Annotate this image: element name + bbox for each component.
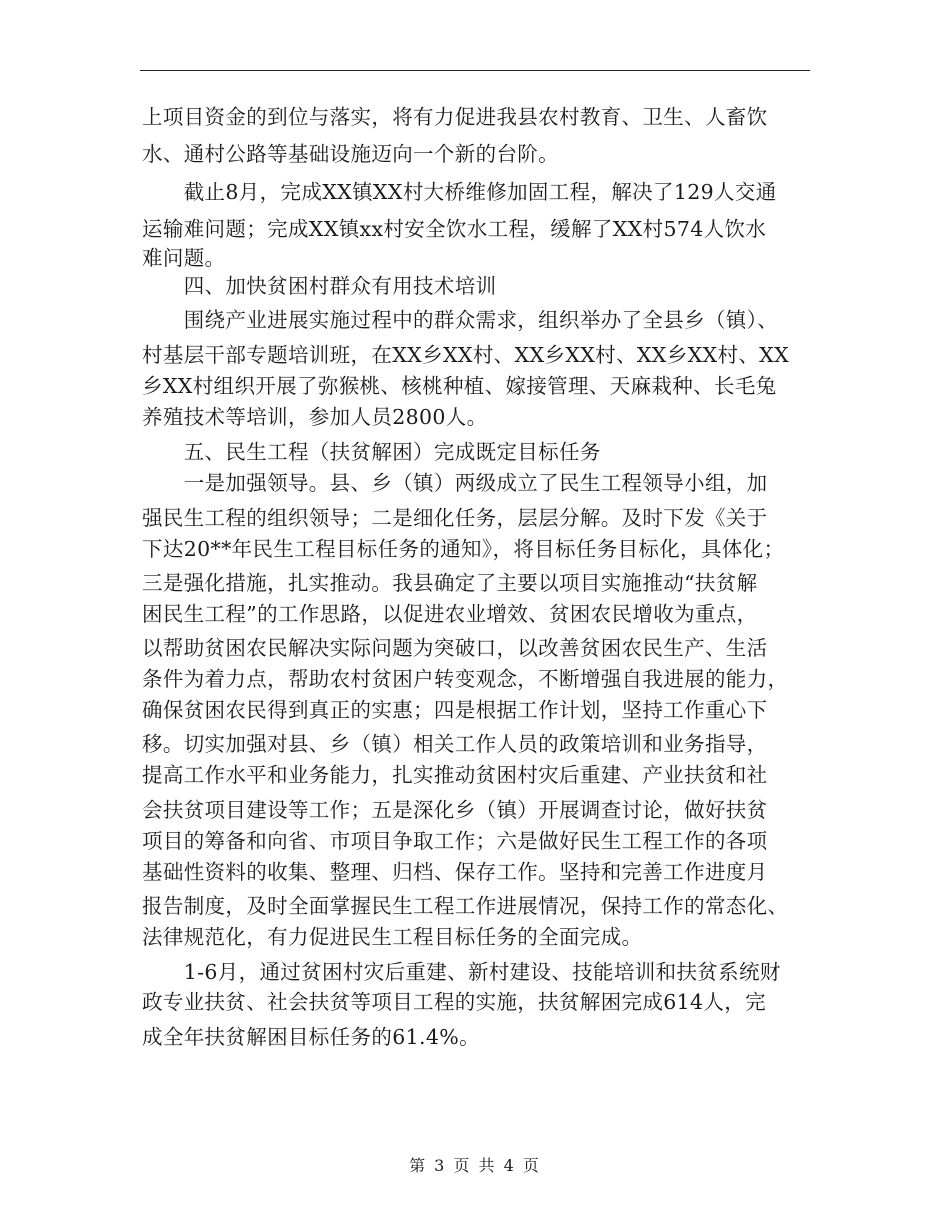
text-line: 五、民生工程（扶贫解困）完成既定目标任务 xyxy=(142,440,601,464)
text-line: 困民生工程”的工作思路，以促进农业增效、贫困农民增收为重点， xyxy=(142,602,758,626)
text-line: 会扶贫项目建设等工作；五是深化乡（镇）开展调查讨论，做好扶贫 xyxy=(142,798,768,822)
text-line: 提高工作水平和业务能力，扎实推动贫困村灾后重建、产业扶贫和社 xyxy=(142,763,768,787)
page-number: 第 3 页 共 4 页 xyxy=(409,1156,541,1175)
text-line: 难问题。 xyxy=(142,246,226,270)
text-line: 下达20**年民生工程目标任务的通知》，将目标任务目标化，具体化； xyxy=(142,537,785,561)
header-rule xyxy=(140,70,810,71)
text-line: 1-6月，通过贫困村灾后重建、新村建设、技能培训和扶贫系统财 xyxy=(142,960,781,984)
text-line: 法律规范化，有力促进民生工程目标任务的全面完成。 xyxy=(142,925,643,949)
text-line: 条件为着力点，帮助农村贫困户转变观念，不断增强自我进展的能力， xyxy=(142,667,789,691)
text-line: 一是加强领导。县、乡（镇）两级成立了民生工程领导小组，加 xyxy=(142,471,768,495)
text-line: 成全年扶贫解困目标任务的61.4%。 xyxy=(142,1025,480,1049)
text-line: 养殖技术等培训，参加人员2800人。 xyxy=(142,405,488,429)
text-line: 四、加快贫困村群众有用技术培训 xyxy=(142,274,497,298)
text-line: 基础性资料的收集、整理、归档、保存工作。坚持和完善工作进度月 xyxy=(142,860,768,884)
text-line: 乡XX村组织开展了弥猴桃、核桃种植、嫁接管理、天麻栽种、长毛兔 xyxy=(142,374,777,398)
text-line: 截止8月，完成XX镇XX村大桥维修加固工程，解决了129人交通 xyxy=(142,180,777,204)
text-line: 报告制度，及时全面掌握民生工程工作进展情况，保持工作的常态化、 xyxy=(142,894,789,918)
text-line: 运输难问题；完成XX镇xx村安全饮水工程，缓解了XX村574人饮水 xyxy=(142,217,767,241)
text-line: 项目的筹备和向省、市项目争取工作；六是做好民生工程工作的各项 xyxy=(142,829,768,853)
text-line: 强民生工程的组织领导；二是细化任务，层层分解。及时下发《关于 xyxy=(142,506,768,530)
text-line: 确保贫困农民得到真正的实惠；四是根据工作计划，坚持工作重心下 xyxy=(142,698,768,722)
text-line: 村基层干部专题培训班，在XX乡XX村、XX乡XX村、XX乡XX村、XX xyxy=(142,343,790,367)
text-line: 政专业扶贫、社会扶贫等项目工程的实施，扶贫解困完成614人，完 xyxy=(142,990,766,1014)
text-line: 三是强化措施，扎实推动。我县确定了主要以项目实施推动“扶贫解 xyxy=(142,571,758,595)
text-line: 水、通村公路等基础设施迈向一个新的台阶。 xyxy=(142,142,559,166)
text-line: 上项目资金的到位与落实，将有力促进我县农村教育、卫生、人畜饮 xyxy=(142,105,768,129)
text-line: 围绕产业进展实施过程中的群众需求，组织举办了全县乡（镇）、 xyxy=(142,308,779,332)
text-line: 移。切实加强对县、乡（镇）相关工作人员的政策培训和业务指导， xyxy=(142,732,768,756)
text-line: 以帮助贫困农民解决实际问题为突破口，以改善贫困农民生产、生活 xyxy=(142,636,768,660)
